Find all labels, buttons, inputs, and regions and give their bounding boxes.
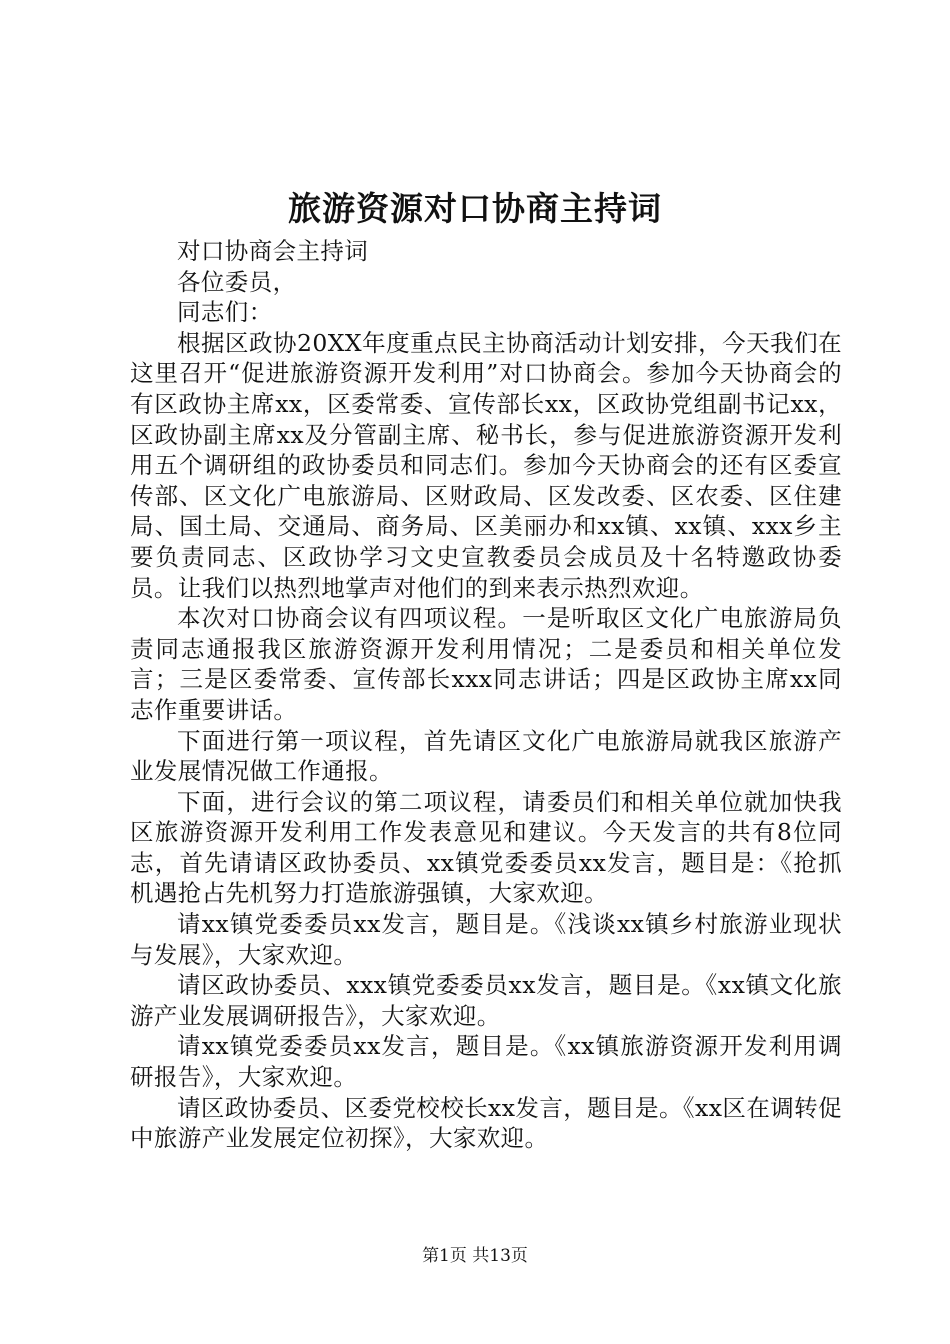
paragraph: 请xx镇党委委员xx发言，题目是。《xx镇旅游资源开发利用调研报告》，大家欢迎。 [130,1032,842,1092]
document-body [130,236,842,1154]
paragraph: 请区政协委员、区委党校校长xx发言，题目是。《xx区在调转促中旅游产业发展定位初探》，大家欢迎。 [130,1093,842,1153]
paragraph: 下面，进行会议的第二项议程，请委员们和相关单位就加快我区旅游资源开发利用工作发表意见和建议。今天发言的共有8位同志，首先请请区政协委员、xx镇党委委员xx发言，题目是：《抢抓机遇抢占先机努力打造旅游强镇，大家欢迎。 [130,787,842,908]
paragraph: 对口协商会主持词 [177,237,369,265]
paragraph: 请区政协委员、xxx镇党委委员xx发言，题目是。《xx镇文化旅游产业发展调研报告》，大家欢迎。 [130,971,842,1030]
page-footer: 第1页 共13页 [422,1246,528,1266]
paragraph: 各位委员， [177,267,297,296]
paragraph: 本次对口协商会议有四项议程。一是听取区文化广电旅游局负责同志通报我区旅游资源开发利用情况；二是委员和相关单位发言；三是区委常委、宣传部长xxx同志讲话；四是区政协主席xx同志作重要讲话。 [130,604,842,724]
paragraph: 根据区政协20XX年度重点民主协商活动计划安排，今天我们在这里召开“促进旅游资源开发利用”对口协商会。参加今天协商会的有区政协主席xx，区委常委、宣传部长xx，区政协党组副书记xx，区政协副主席xx及分管副主席、秘书长，参与促进旅游资源开发利用五个调研组的政协委员和同志们。参加今天协商会的还有区委宣传部、区文化广电旅游局、区财政局、区发改委、区农委、区住建局、国土局、交通局、商务局、区美丽办和xx镇、xx镇、xxx乡主要负责同志、区政协学习文史宣教委员会成员及十名特邀政协委员。让我们以热烈地掌声对他们的到来表示热烈欢迎。 [130,328,842,602]
paragraph: 请xx镇党委委员xx发言，题目是。《浅谈xx镇乡村旅游业现状与发展》，大家欢迎。 [130,910,842,969]
paragraph: 下面进行第一项议程，首先请区文化广电旅游局就我区旅游产业发展情况做工作通报。 [130,726,842,786]
paragraph: 同志们： [177,298,273,327]
document-title: 旅游资源对口协商主持词 [288,189,662,228]
